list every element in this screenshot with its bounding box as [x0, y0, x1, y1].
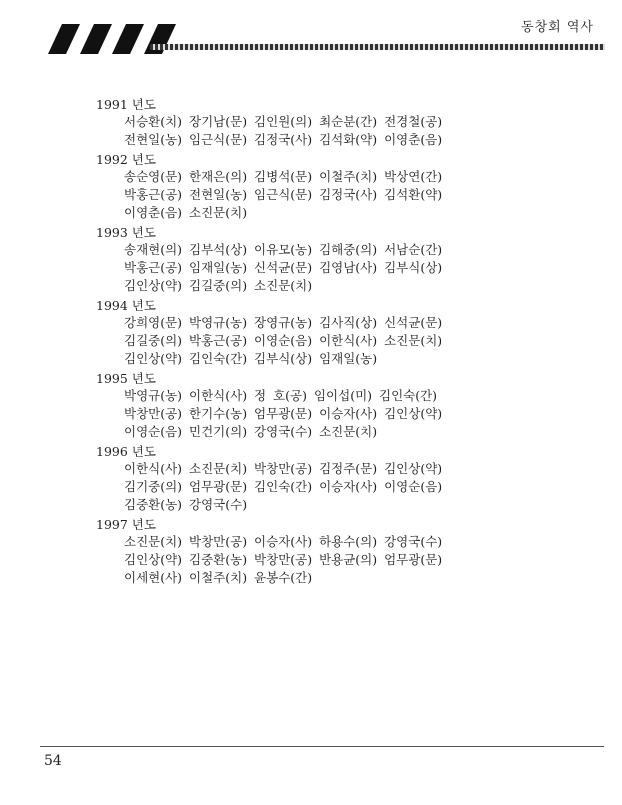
year-heading: 1997 년도: [96, 517, 156, 532]
year-heading: 1994 년도: [96, 298, 156, 313]
member-name-line: 서승환(치) 장기남(문) 김인원(의) 최순분(간) 전경철(공): [124, 114, 443, 129]
member-name-line: 김인상(약) 김인숙(간) 김부식(상) 임재일(농): [124, 351, 378, 366]
member-name-line: 이한식(사) 소진문(치) 박창만(공) 김정주(문) 김인상(약): [124, 461, 443, 476]
member-name-line: 박영규(농) 이한식(사) 정 호(공) 임이섭(미) 김인숙(간): [124, 388, 438, 403]
page-number: 54: [44, 753, 62, 769]
member-name-line: 이영춘(음) 소진문(치): [124, 205, 248, 220]
member-name-line: 박홍근(공) 전현일(농) 임근식(문) 김정국(사) 김석환(약): [124, 187, 443, 202]
member-name-line: 김인상(약) 김길중(의) 소진문(치): [124, 278, 313, 293]
alumni-history-list: [96, 96, 516, 589]
year-heading: 1993 년도: [96, 225, 156, 240]
header-rule: [150, 44, 605, 50]
member-name-line: 김인상(약) 김중환(농) 박창만(공) 반용균(의) 엄무광(문): [124, 552, 443, 567]
member-name-line: 김길중(의) 박홍근(공) 이영순(음) 이한식(사) 소진문(치): [124, 333, 443, 348]
year-heading: 1992 년도: [96, 152, 156, 167]
year-block: [96, 96, 516, 149]
member-name-line: 송순영(문) 한재은(의) 김병석(문) 이철주(치) 박상연(간): [124, 169, 443, 184]
year-heading: 1995 년도: [96, 371, 156, 386]
year-block: [96, 224, 516, 295]
year-block: [96, 370, 516, 441]
member-name-line: 이세현(사) 이철주(치) 윤봉수(간): [124, 570, 313, 585]
year-block: [96, 297, 516, 368]
member-name-line: 전현일(농) 임근식(문) 김정국(사) 김석화(약) 이영춘(음): [124, 132, 443, 147]
member-name-line: 이영순(음) 민건기(의) 강영국(수) 소진문(치): [124, 424, 378, 439]
year-block: [96, 516, 516, 587]
member-name-line: 송재현(의) 김부석(상) 이유모(농) 김해중(의) 서남순(간): [124, 242, 443, 257]
year-block: [96, 443, 516, 514]
member-name-line: 박창만(공) 한기수(농) 엄무광(문) 이승자(사) 김인상(약): [124, 406, 443, 421]
member-name-line: 김기중(의) 엄무광(문) 김인숙(간) 이승자(사) 이영순(음): [124, 479, 443, 494]
section-title: 동창회 역사: [521, 20, 594, 35]
member-name-line: 박홍근(공) 임재일(농) 신석균(문) 김영남(사) 김부식(상): [124, 260, 443, 275]
year-heading: 1996 년도: [96, 444, 156, 459]
member-name-line: 김중환(농) 강영국(수): [124, 497, 248, 512]
year-heading: 1991 년도: [96, 97, 156, 112]
member-name-line: 소진문(치) 박창만(공) 이승자(사) 하용수(의) 강영국(수): [124, 534, 443, 549]
footer-rule: [40, 746, 604, 747]
member-name-line: 강희영(문) 박영규(농) 장영규(농) 김사직(상) 신석균(문): [124, 315, 443, 330]
year-block: [96, 151, 516, 222]
